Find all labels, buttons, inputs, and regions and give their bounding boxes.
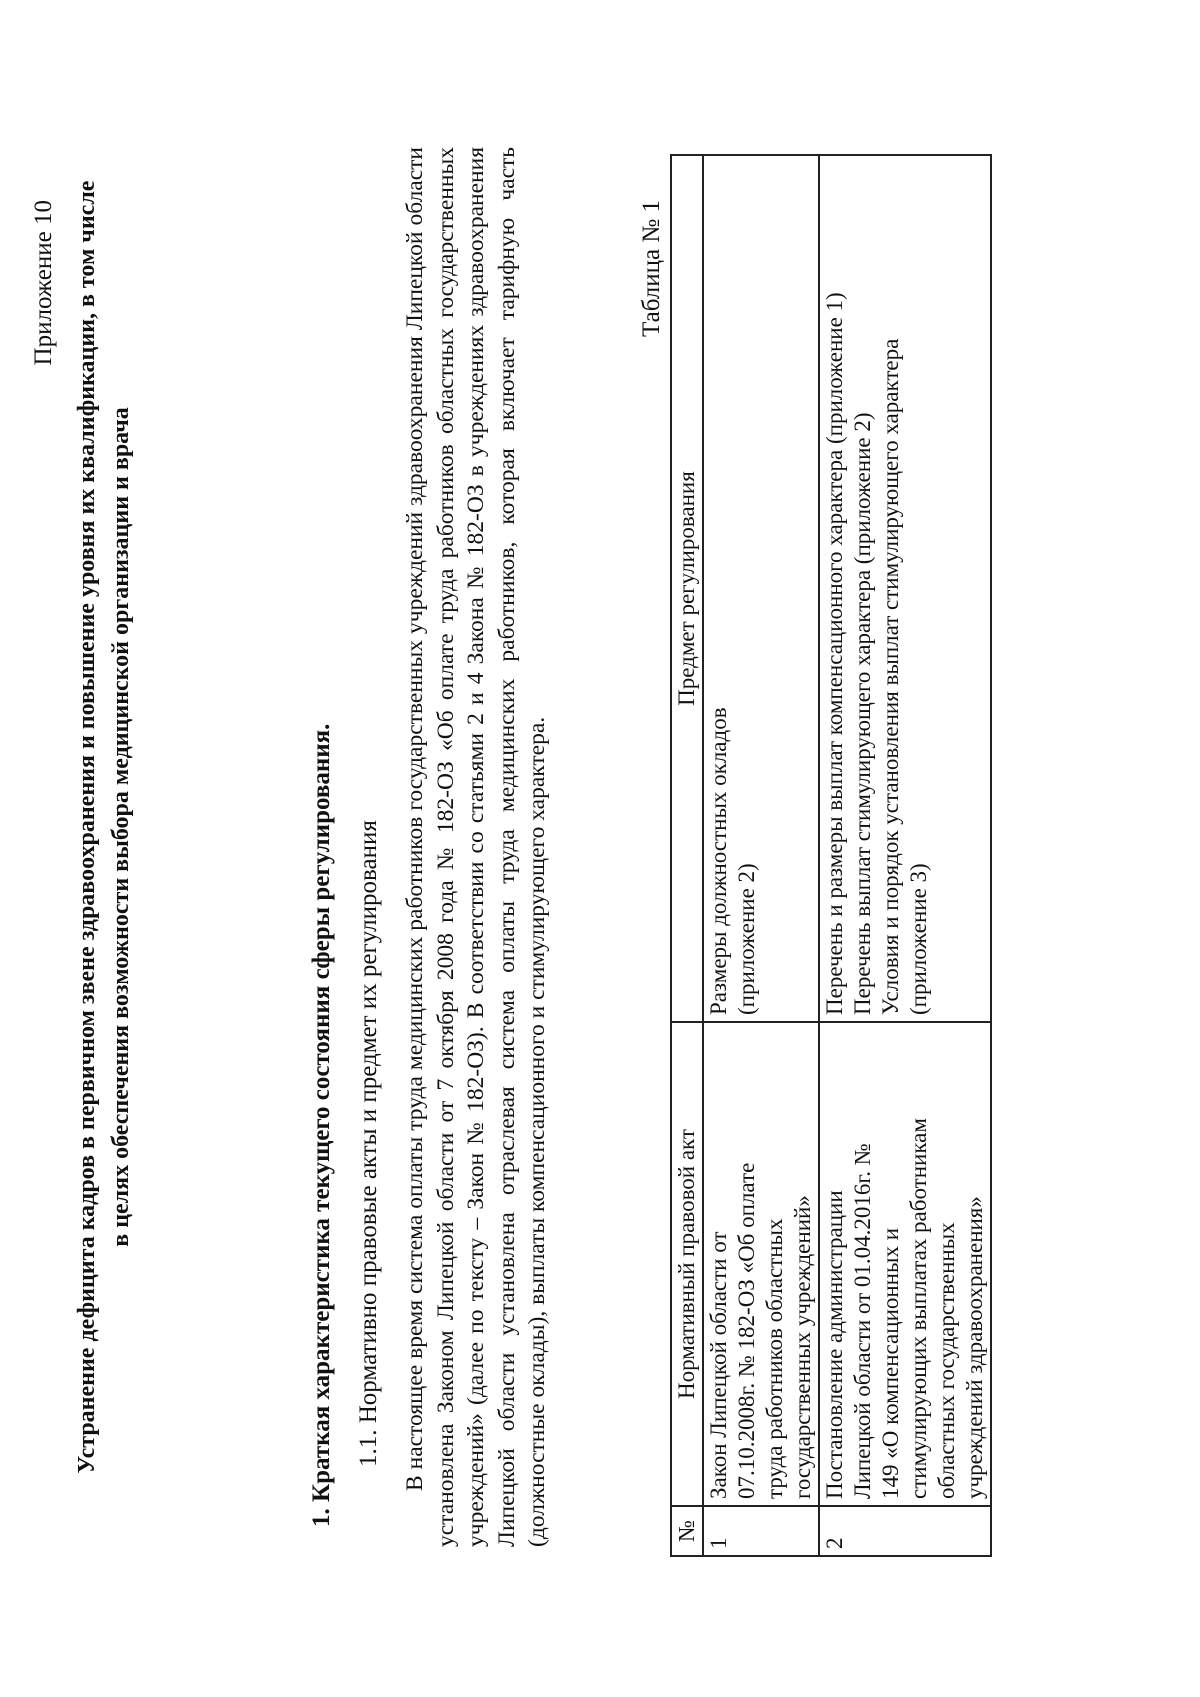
cell-line: Перечень и размеры выплат компенсационного характера (приложение 1): [822, 292, 847, 1015]
cell-line: Липецкой области от 01.04.2016г. №: [850, 1143, 875, 1499]
cell-line: труда работников областных: [762, 1218, 787, 1499]
cell-line: Закон Липецкой области от: [706, 1231, 731, 1499]
regulation-table: [670, 154, 992, 1557]
cell-line: 149 «О компенсационных и: [878, 1227, 903, 1499]
cell-line: стимулирующих выплатах работникам: [906, 1118, 931, 1499]
header-number: №: [671, 1506, 703, 1556]
table-row: [819, 155, 991, 1556]
cell-line: Постановление администрации: [822, 1190, 847, 1499]
cell-line: областных государственных: [934, 1222, 959, 1499]
table-caption: Таблица № 1: [638, 200, 665, 338]
cell-line: Перечень выплат стимулирующего характера (приложение 2): [850, 412, 875, 1015]
section-heading: 1. Краткая характеристика текущего состояния сферы регулирования.: [308, 723, 335, 1527]
row-number: 1: [703, 1506, 819, 1556]
cell-line: (приложение 3): [906, 863, 931, 1015]
table-row: [703, 155, 819, 1556]
subject-cell: [819, 155, 991, 1022]
cell-line: (приложение 2): [734, 863, 759, 1015]
cell-line: Условия и порядок установления выплат стимулирующего характера: [878, 338, 903, 1015]
cell-line: Размеры должностных окладов: [706, 707, 731, 1015]
title-line: Устранение дефицита кадров в первичном звене здравоохранения и повышение уровня их квалификации, в том числе: [74, 180, 100, 1474]
cell-line: 07.10.2008г. № 182-ОЗ «Об оплате: [734, 1162, 759, 1499]
title-line: в целях обеспечения возможности выбора медицинской организации и врача: [108, 407, 134, 1247]
legal-act-cell: [703, 1022, 819, 1506]
table-header-row: [671, 155, 703, 1556]
header-subject: Предмет регулирования: [671, 155, 703, 1022]
subject-cell: [703, 155, 819, 1022]
subsection-heading: 1.1. Нормативно правовые акты и предмет их регулирования: [355, 820, 382, 1467]
header-legal-act: Нормативный правовой акт: [671, 1022, 703, 1506]
cell-line: государственных учреждений»: [790, 1195, 815, 1499]
legal-act-cell: [819, 1022, 991, 1506]
body-paragraph: В настоящее время система оплаты труда медицинских работников государственных учреждений здравоохранения Липецкой области установлена Законом Липецкой области от 7 октября 2008 года № 182-ОЗ «Об оплате труда работников областных государственных учреждений» (далее по тексту – Закон № 182-ОЗ). В соответствии со статьями 2 и 4 Закона № 182-ОЗ в учреждениях здравоохранения Липецкой области установлена отраслевая система оплаты труда медицинских работников, которая включает тарифную часть (должностные оклады), выплаты компенсационного и стимулирующего характера.: [402, 147, 550, 1547]
row-number: 2: [819, 1506, 991, 1556]
document-title: [70, 107, 138, 1547]
appendix-label: Приложение 10: [30, 200, 57, 366]
cell-line: учреждений здравоохранения»: [962, 1196, 987, 1499]
